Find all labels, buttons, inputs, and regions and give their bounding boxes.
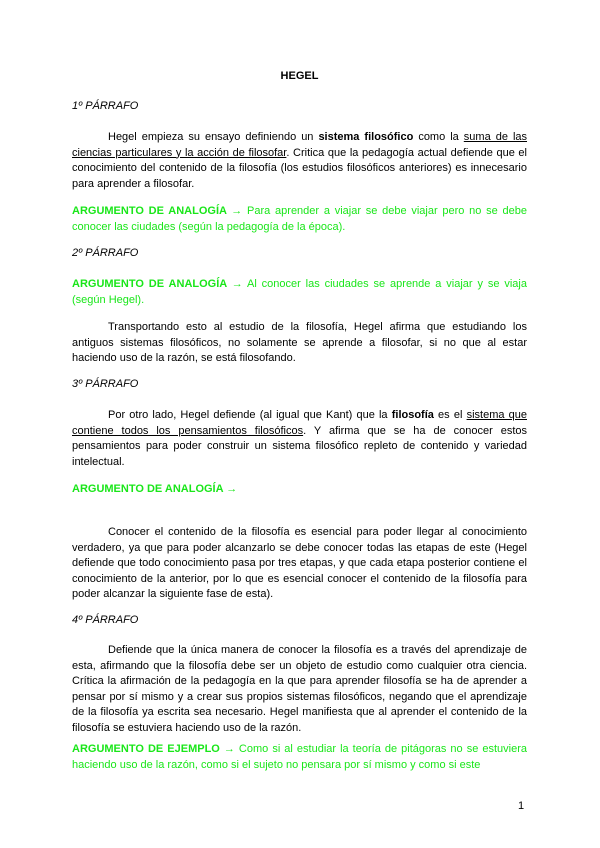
section-heading-4: 4º PÁRRAFO — [72, 614, 139, 626]
argument-2 — [72, 277, 527, 308]
underlined-definition: suma de las ciencias particulares y la acción de filosofar — [72, 131, 528, 159]
argument-text: Como si al estudiar la teoría de pitágoras no se estuviera haciendo uso de la razón, como si el sujeto no pensara por sí mismo y como si este — [72, 743, 527, 771]
underlined-definition: sistema que contiene todos los pensamientos filosóficos — [72, 409, 527, 437]
text: . Y afirma que se ha de conocer estos pensamientos para poder construir un sistema filosófico repleto de contenido y variedad intelectual. — [72, 424, 527, 468]
text: como la — [413, 131, 464, 143]
document-page — [72, 0, 527, 848]
paragraph-4: Defiende que la única manera de conocer la filosofía es a través del aprendizaje de esta, afirmando que la filosofía debe ser un objeto de estudio como cualquier otra ciencia. Crítica la afirmación de la pedagogía en la que para aprender filosofía se ha de aprender a pensar por sí mismo y a crear sus propios sistemas filosóficos, negando que el aprendizaje de la filosofía ya escrita sea necesario. Hegel manifiesta que al aprender el contenido de la filosofía se estuviera haciendo uso de la razón. — [72, 644, 527, 734]
paragraph-1 — [72, 130, 527, 192]
text: Hegel empieza su ensayo definiendo un — [108, 131, 319, 143]
page-number: 1 — [518, 800, 525, 812]
argument-label: ARGUMENTO DE ANALOGÍA → — [72, 483, 238, 495]
argument-3 — [72, 482, 527, 498]
paragraph-2: Transportando esto al estudio de la filosofía, Hegel afirma que estudiando los antiguos sistemas filosóficos, no solamente se aprende a filosofar, si no que al estar haciendo uso de la razón, se está filosofando. — [72, 321, 527, 364]
section-heading-3: 3º PÁRRAFO — [72, 378, 139, 390]
text: Por otro lado, Hegel defiende (al igual que Kant) que la — [108, 409, 392, 421]
paragraph-3b: Conocer el contenido de la filosofía es esencial para poder llegar al conocimiento verdadero, ya que para poder alcanzarlo se debe conocer todas las etapas de este (Hegel defiende que todo conocimiento pasa por tres etapas, y que cada etapa posterior contiene el conocimiento de la anterior, por lo que es esencial conocer el contenido de la filosofía para poder alcanzar la siguiente fase de esta). — [72, 526, 527, 600]
bold-term: filosofía — [391, 409, 434, 421]
argument-1 — [72, 204, 527, 235]
document-title: HEGEL — [280, 70, 319, 82]
argument-text: Para aprender a viajar se debe viajar pero no se debe conocer las ciudades (según la pedagogía de la época). — [72, 205, 527, 233]
argument-label: ARGUMENTO DE EJEMPLO → — [72, 743, 235, 755]
paragraph-3 — [72, 408, 527, 470]
section-heading-1: 1º PÁRRAFO — [72, 100, 139, 112]
section-heading-2: 2º PÁRRAFO — [72, 247, 139, 259]
text: es el — [433, 409, 467, 421]
text: . Critica que la pedagogía actual defiende que el conocimiento del contenido de la filosofía (los estudios filosóficos anteriores) es innecesario para aprender a filosofar. — [72, 146, 527, 190]
argument-label: ARGUMENTO DE ANALOGÍA → — [72, 278, 243, 290]
argument-4 — [72, 742, 527, 773]
bold-term: sistema filosófico — [318, 131, 414, 143]
argument-label: ARGUMENTO DE ANALOGÍA → — [72, 205, 243, 217]
argument-text: Al conocer las ciudades se aprende a viajar y se viaja (según Hegel). — [72, 278, 527, 306]
